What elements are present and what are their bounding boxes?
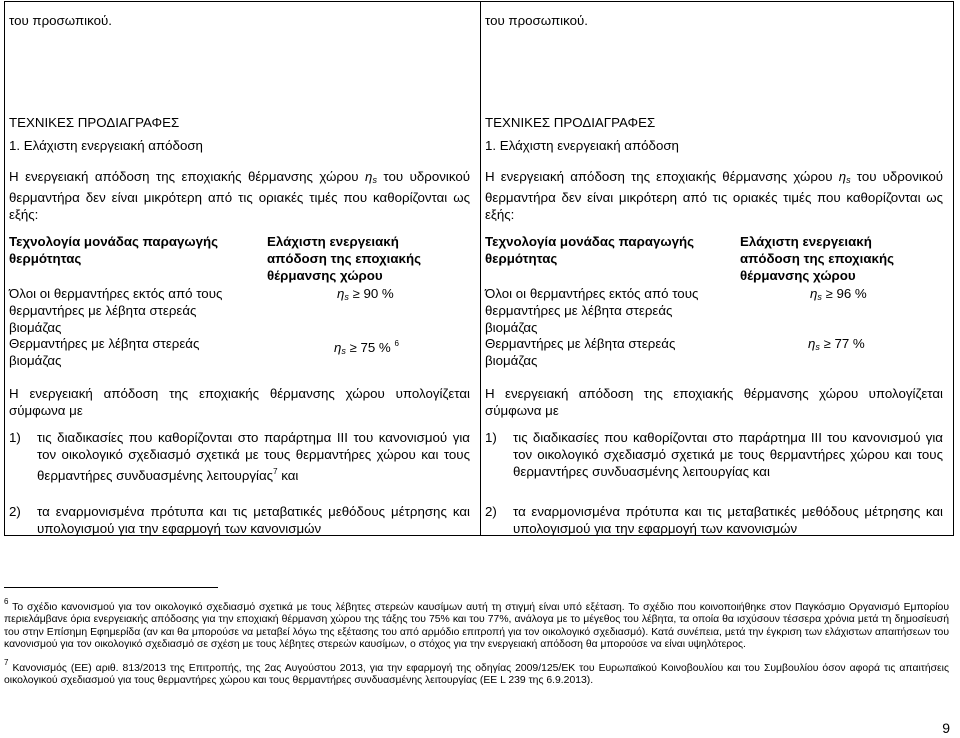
section-heading: ΤΕΧΝΙΚΕΣ ΠΡΟΔΙΑΓΡΑΦΕΣ	[9, 115, 180, 130]
row-2-technology: Θερμαντήρες με λέβητα στερεάς βιομάζας	[9, 336, 200, 368]
footnote-ref: 7	[273, 467, 278, 476]
efficiency-value: 75 %	[360, 340, 391, 355]
right-column	[481, 2, 953, 535]
eta-subscript: s	[846, 175, 851, 185]
eta-subscript: s	[817, 292, 822, 302]
section-subheading: 1. Ελάχιστη ενεργειακή απόδοση	[9, 138, 203, 153]
footnote-number: 6	[4, 597, 9, 606]
footnote-separator	[4, 587, 218, 588]
list-text	[37, 429, 470, 484]
column-header-technology: Τεχνολογία μονάδας παραγωγής θερμότητας	[485, 234, 695, 266]
staff-text: του προσωπικού.	[485, 13, 588, 28]
eta-symbol: η	[838, 169, 847, 184]
eta-symbol: η	[810, 286, 818, 301]
section-subheading: 1. Ελάχιστη ενεργειακή απόδοση	[485, 138, 679, 153]
calc-paragraph: Η ενεργειακή απόδοση της εποχιακής θέρμανσης χώρου υπολογίζεται σύμφωνα με	[485, 386, 943, 418]
eta-subscript: s	[341, 346, 346, 356]
row-1-technology: Όλοι οι θερμαντήρες εκτός από τους θερμαντήρες με λέβητα στερεάς βιομάζας	[9, 286, 223, 335]
list-number: 1)	[9, 430, 21, 445]
list-number: 1)	[485, 430, 497, 445]
footnote-6	[4, 596, 949, 651]
column-header-min-efficiency: Ελάχιστη ενεργειακή απόδοση της εποχιακής θέρμανσης χώρου	[740, 234, 894, 283]
eta-symbol: η	[334, 340, 342, 355]
calc-paragraph: Η ενεργειακή απόδοση της εποχιακής θέρμανσης χώρου υπολογίζεται σύμφωνα με	[9, 386, 470, 418]
greater-equal-sign: ≥	[349, 340, 357, 355]
intro-paragraph	[485, 168, 943, 223]
comparison-table	[4, 1, 954, 536]
intro-text-a: Η ενεργειακή απόδοση της εποχιακής θέρμανσης χώρου	[9, 169, 359, 184]
page-number: 9	[942, 720, 950, 736]
eta-symbol: η	[365, 169, 373, 184]
intro-text-b: του υδρονικού θερμαντήρα δεν είναι μικρότερη από τις οριακές τιμές που καθορίζονται ως εξής:	[9, 169, 470, 222]
greater-equal-sign: ≥	[823, 336, 831, 351]
eta-subscript: s	[372, 175, 377, 185]
footnote-text: Το σχέδιο κανονισμού για τον οικολογικό σχεδιασμό σχετικά με τους λέβητες στερεών καυσίμων αυτή τη στιγμή είναι υπό εξέταση. Το σχέδιο που κοινοποιήθηκε στον Παγκόσμιο Οργανισμό Εμπορίου περιελάμβανε όρια ενεργειακής απόδοσης για την εποχιακή θέρμανση χώρου της τάξης του 75% και του 77%, ανάλογα με το μέγεθος του λέβητα, τα οποία θα ισχύσουν τέσσερα χρόνια μετά τη δημοσίευσή του στην Επίσημη Εφημερίδα (αν και θα μπορούσε να μεταβεί λόγω της εξέτασης του από αρμόδιο επιτροπή για τον οικολογικό σχεδιασμό). Κατά συνέπεια, μετά την έγκριση των ελάχιστων απαιτήσεων του κανονισμού για τον οικολογικό σχεδιασμό σε σχέση με τους λέβητες στερεών καυσίμων, ο στόχος για την ενεργειακή απόδοση θα μπορούσε να είναι υψηλότερος.	[4, 602, 950, 650]
eta-subscript: s	[815, 342, 820, 352]
footnote-text: Κανονισμός (ΕΕ) αριθ. 813/2013 της Επιτροπής, της 2ας Αυγούστου 2013, για την εφαρμογή της οδηγίας 2009/125/ΕΚ του Ευρωπαϊκού Κοινοβουλίου και του Συμβουλίου όσον αφορά τις απαιτήσεις οικολογικού σχεδιασμού για τους θερμαντήρες χώρου και τους θερμαντήρες συνδυασμένης λειτουργίας (ΕΕ L 239 της 6.9.2013).	[4, 663, 949, 687]
intro-text-b: του υδρονικού θερμαντήρα δεν είναι μικρότερη από τις οριακές τιμές που καθορίζονται ως εξής:	[485, 169, 943, 222]
list-number: 2)	[485, 504, 497, 519]
row-2-value	[334, 335, 399, 360]
efficiency-value: 90 %	[363, 286, 394, 301]
footnote-number: 7	[4, 658, 9, 667]
column-header-technology: Τεχνολογία μονάδας παραγωγής θερμότητας	[9, 234, 219, 266]
left-column	[5, 2, 480, 535]
list-text: τα εναρμονισμένα πρότυπα και τις μεταβατικές μεθόδους μέτρησης και υπολογισμού για την εφαρμογή των κανονισμών	[37, 504, 470, 536]
list-text-a: τις διαδικασίες που καθορίζονται στο παράρτημα ΙΙΙ του κανονισμού για τον οικολογικό σχεδιασμό σχετικά με τους θερμαντήρες χώρου και τους θερμαντήρες συνδυασμένης λειτουργίας	[37, 430, 470, 483]
row-1-technology: Όλοι οι θερμαντήρες εκτός από τους θερμαντήρες με λέβητα στερεάς βιομάζας	[485, 286, 699, 335]
list-text: τα εναρμονισμένα πρότυπα και τις μεταβατικές μεθόδους μέτρησης και υπολογισμού για την εφαρμογή των κανονισμών	[513, 504, 943, 536]
list-text-b: και	[281, 468, 299, 483]
staff-text: του προσωπικού.	[9, 13, 112, 28]
section-heading: ΤΕΧΝΙΚΕΣ ΠΡΟΔΙΑΓΡΑΦΕΣ	[485, 115, 656, 130]
column-header-min-efficiency: Ελάχιστη ενεργειακή απόδοση της εποχιακής θέρμανσης χώρου	[267, 234, 421, 283]
efficiency-value: 77 %	[834, 336, 865, 351]
list-number: 2)	[9, 504, 21, 519]
greater-equal-sign: ≥	[352, 286, 360, 301]
footnote-7	[4, 657, 949, 688]
eta-symbol: η	[337, 286, 345, 301]
eta-subscript: s	[344, 292, 349, 302]
row-2-technology: Θερμαντήρες με λέβητα στερεάς βιομάζας	[485, 336, 676, 368]
efficiency-value: 96 %	[836, 286, 867, 301]
list-text: τις διαδικασίες που καθορίζονται στο παράρτημα ΙΙΙ του κανονισμού για τον οικολογικό σχεδιασμό σχετικά με τους θερμαντήρες χώρου και τους θερμαντήρες συνδυασμένης λειτουργίας και	[513, 430, 943, 479]
eta-symbol: η	[808, 336, 816, 351]
footnote-ref: 6	[394, 339, 399, 348]
row-1-value	[810, 285, 867, 306]
greater-equal-sign: ≥	[825, 286, 833, 301]
intro-paragraph	[9, 168, 470, 223]
row-2-value	[808, 335, 865, 356]
row-1-value	[337, 285, 394, 306]
intro-text-a: Η ενεργειακή απόδοση της εποχιακής θέρμανσης χώρου	[485, 169, 833, 184]
